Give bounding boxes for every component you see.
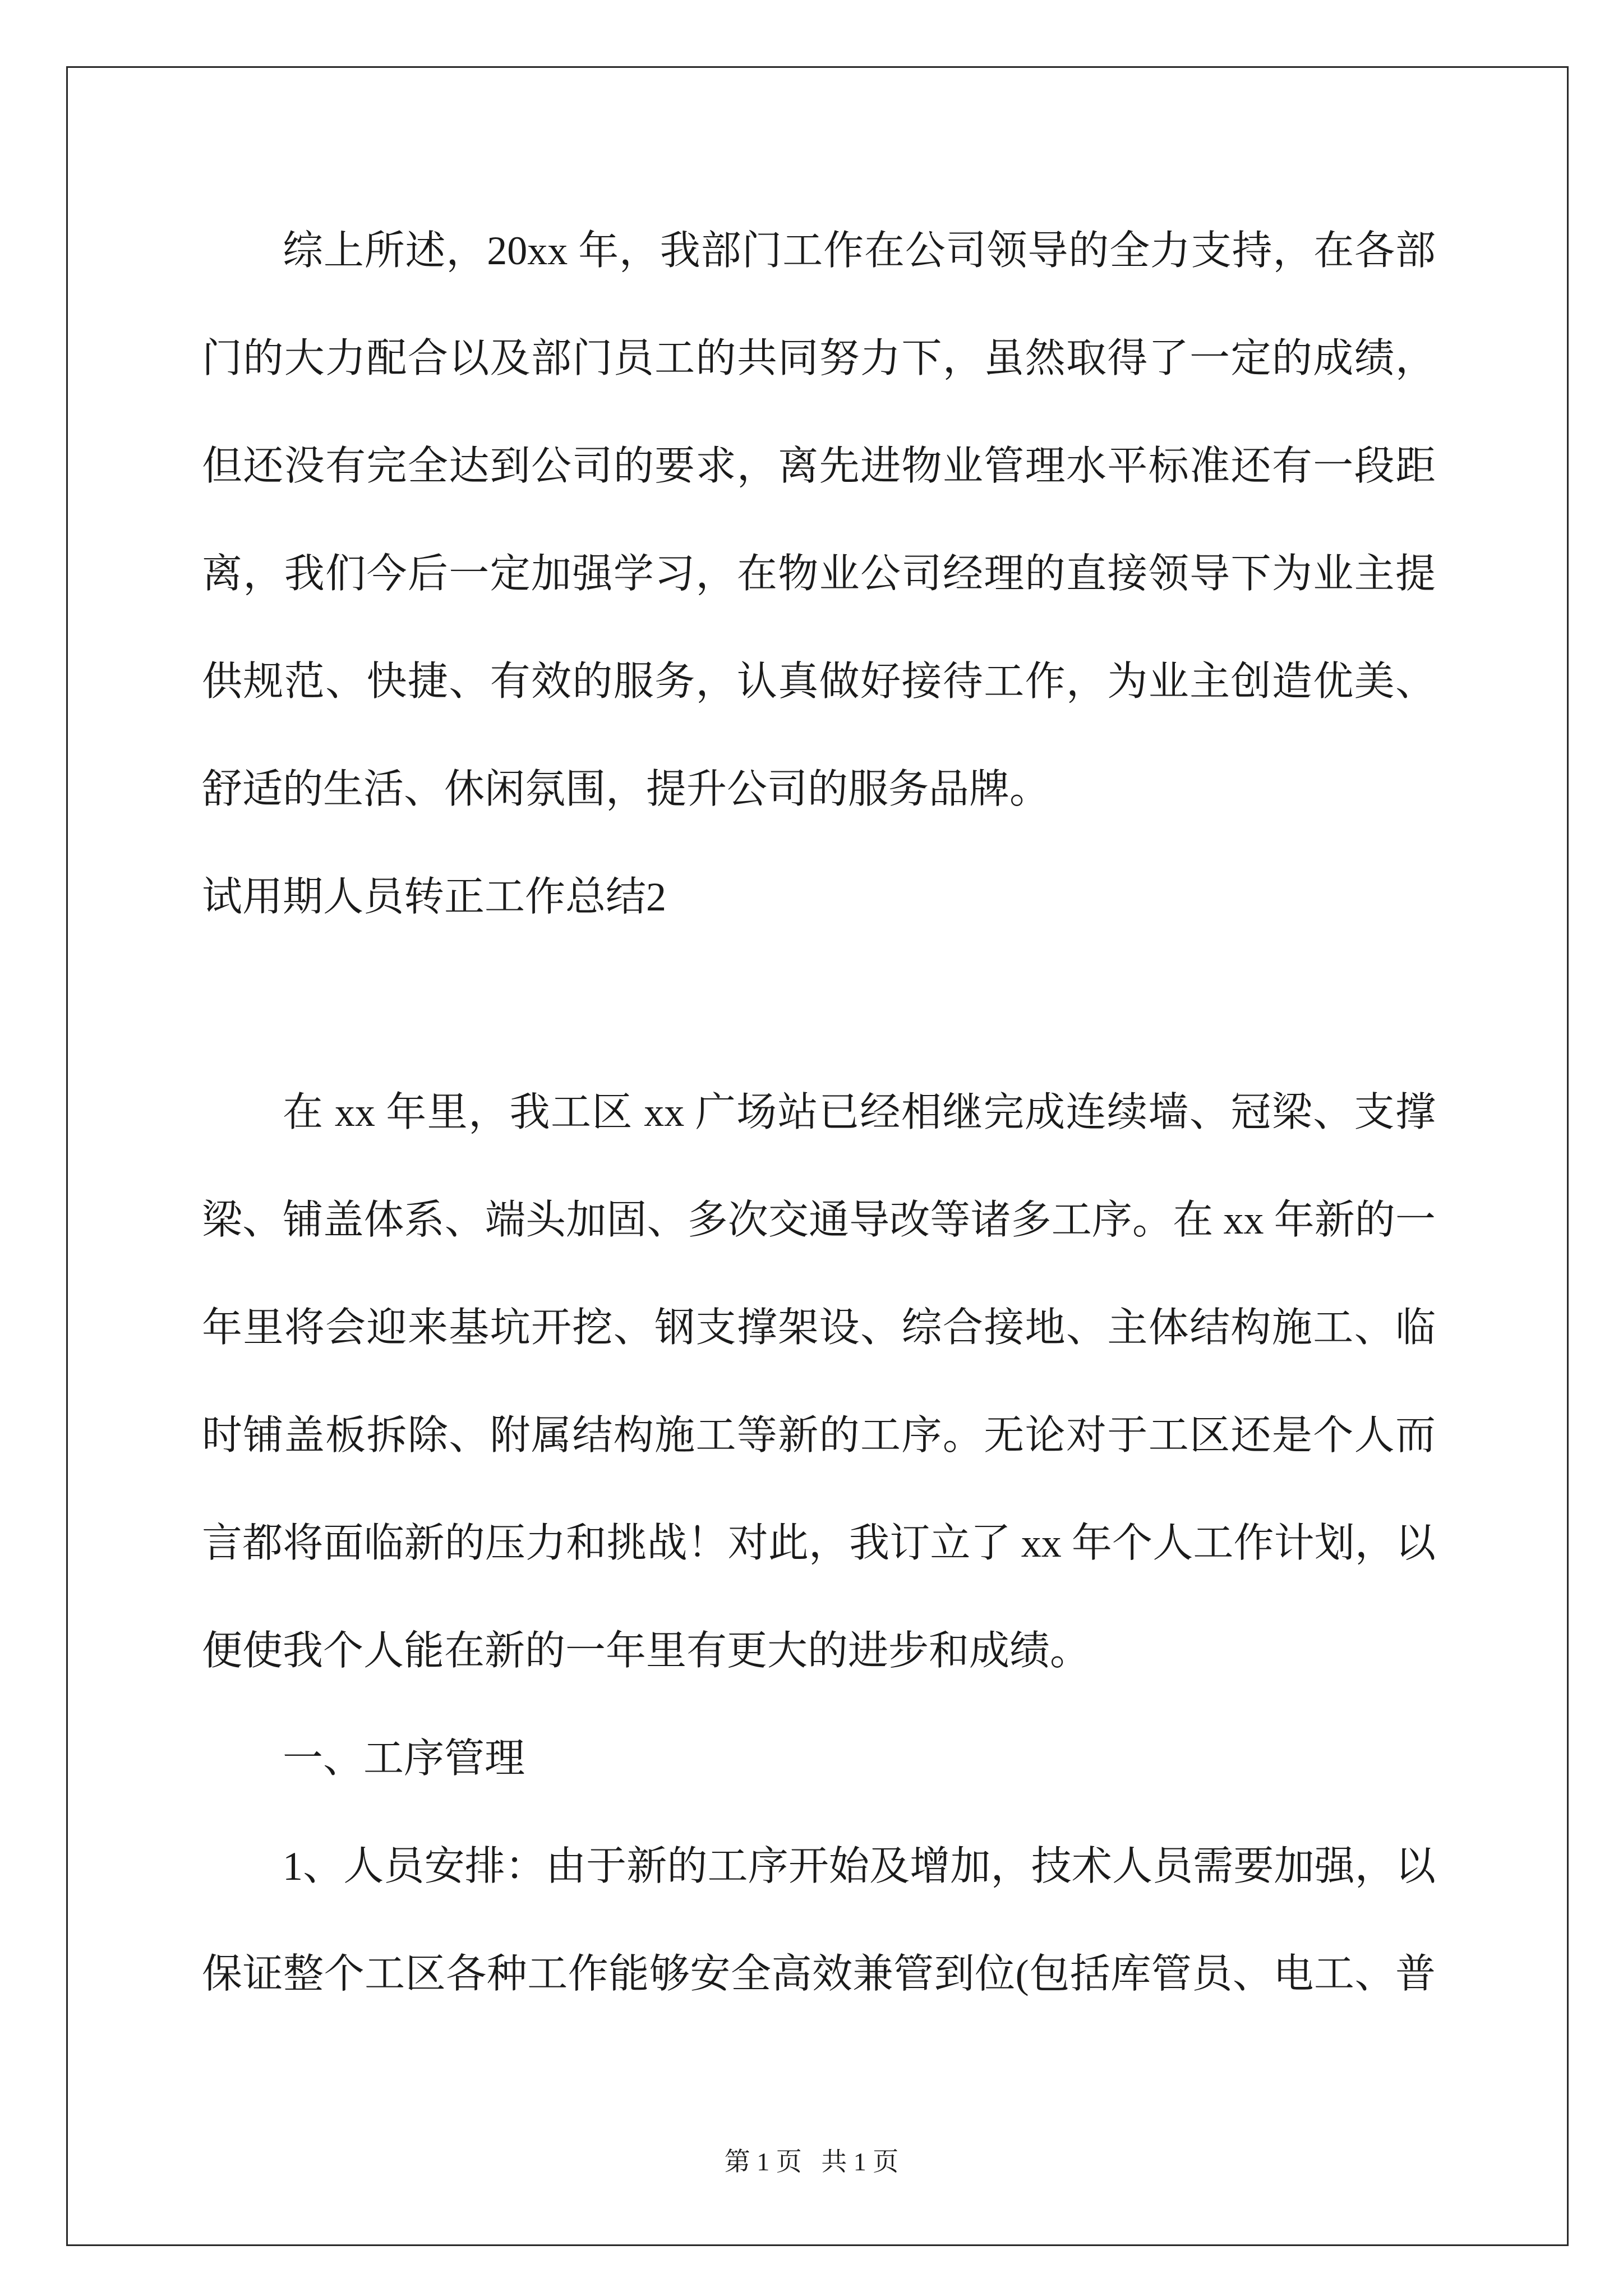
summary-paragraph: [202, 197, 1436, 843]
section-title: 试用期人员转正工作总结2: [202, 875, 667, 919]
paragraph-line: 年里将会迎来基坑开挖、钢支撑架设、综合接地、主体结构施工、临: [202, 1305, 1436, 1350]
section-heading: 一、工序管理: [283, 1736, 525, 1781]
page-footer: 第 1 页 共 1 页: [724, 2147, 899, 2176]
paragraph-line: 梁、铺盖体系、端头加固、多次交通导改等诸多工序。在 xx 年新的一: [202, 1198, 1436, 1243]
paragraph-line: 供规范、快捷、有效的服务，认真做好接待工作，为业主创造优美、: [202, 659, 1436, 704]
paragraph-line: 言都将面临新的压力和挑战！对此，我订立了 xx 年个人工作计划，以: [202, 1521, 1436, 1566]
paragraph-line: 综上所述，20xx 年，我部门工作在公司领导的全力支持，在各部: [283, 228, 1436, 273]
paragraph-line: 保证整个工区各种工作能够安全高效兼管到位(包括库管员、电工、普: [202, 1952, 1436, 1996]
paragraph-line: 门的大力配合以及部门员工的共同努力下，虽然取得了一定的成绩，: [202, 336, 1436, 381]
paragraph-line: 便使我个人能在新的一年里有更大的进步和成绩。: [202, 1628, 1091, 1673]
intro-paragraph: [202, 1059, 1436, 1705]
paragraph-line: 但还没有完全达到公司的要求，离先进物业管理水平标准还有一段距: [202, 444, 1436, 489]
paragraph-line: 1、人员安排：由于新的工序开始及增加，技术人员需要加强，以: [283, 1844, 1436, 1889]
document-body: [202, 197, 1436, 2028]
list-item: [202, 1812, 1436, 2028]
blank-line: [202, 951, 1436, 1059]
paragraph-line: 在 xx 年里，我工区 xx 广场站已经相继完成连续墙、冠梁、支撑: [283, 1090, 1436, 1135]
paragraph-line: 离，我们今后一定加强学习，在物业公司经理的直接领导下为业主提: [202, 551, 1436, 596]
paragraph-line: 时铺盖板拆除、附属结构施工等新的工序。无论对于工区还是个人而: [202, 1413, 1436, 1458]
paragraph-line: 舒适的生活、休闲氛围，提升公司的服务品牌。: [202, 767, 1050, 812]
